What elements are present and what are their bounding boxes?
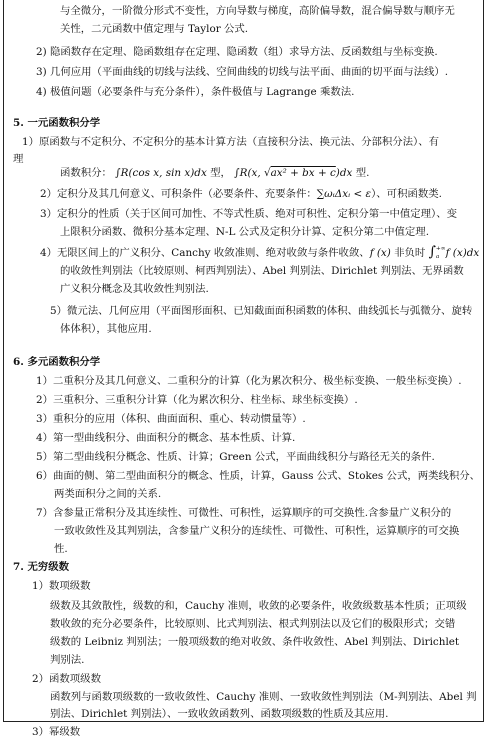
text-line: 6）曲面的侧、第二型曲面积分的概念、性质，计算，Gauss 公式、Stokes 公式，两类线积分、 [36, 470, 481, 482]
text-line: 级数的 Leibniz 判别法；一般项级数的绝对收敛、条件收敛性、Abel 判别法、Dirichlet [50, 636, 460, 648]
text-line: 4）第一型曲线积分、曲面积分的概念、基本性质、计算. [36, 432, 296, 444]
integral-sign: ∫ [428, 244, 436, 260]
upper-limit: +∞ [435, 246, 446, 252]
subsection-heading: 1）数项级数 [32, 580, 91, 592]
formula-text: 非负时 [394, 247, 426, 259]
text-line: 1）二重积分及其几何意义、二重积分的计算（化为累次积分、极坐标变换、一般坐标变换）. [36, 375, 462, 387]
text-line: 级数及其敛散性，级数的和，Cauchy 准则，收敛的必要条件，收敛级数基本性质；正项级 [50, 600, 467, 612]
text-line: 关性，二元函数中值定理与 Taylor 公式. [60, 23, 249, 35]
formula-text: 型. [355, 167, 370, 179]
text-line: 1）原函数与不定积分、不定积分的基本计算方法（直接积分法、换元法、分部积分法）、有 [22, 136, 440, 148]
section-heading: 7. 无穷级数 [13, 561, 70, 573]
integral-formula: ∫R(x, [234, 167, 264, 179]
text-line: 数收敛的充分必要条件，比较原则、比式判别法、根式判别法以及它们的极限形式；交错 [50, 618, 456, 630]
formula-text: 型， [210, 167, 231, 179]
text-line: 4) 极值问题（必要条件与充分条件），条件极值与 Lagrange 乘数法. [36, 86, 355, 98]
text-line: 上限积分函数、微积分基本定理、N-L 公式及定积分计算、定积分第二中值定理. [60, 226, 429, 238]
subsection-heading: 2）函数项级数 [32, 673, 101, 685]
text-line: 广义积分概念及其收敛性判别法. [60, 283, 209, 295]
text-line: 两类面积分之间的关系. [54, 488, 162, 500]
integral-formula: )dx [335, 167, 353, 179]
text-line: 函数列与函数项级数的一致收敛性、Cauchy 准则、一致收敛性判别法（M-判别法、Abel 判 [50, 691, 477, 703]
sqrt-symbol: √ [263, 167, 271, 179]
text-line: 3) 几何应用（平面曲线的切线与法线、空间曲线的切线与法平面、曲面的切平面与法线）. [36, 66, 449, 78]
text-line: 与全微分，一阶微分形式不变性，方向导数与梯度，高阶偏导数，混合偏导数与顺序无 [60, 5, 455, 17]
formula-label: 4）无限区间上的广义积分、Canchy 收敛准则、绝对收敛与条件收敛、 [40, 247, 370, 259]
text-line: 5）第二型曲线积分概念、性质、计算；Green 公式，平面曲线积分与路径无关的条件. [36, 451, 435, 463]
text-line: 7）含参量正常积分及其连续性、可微性、可积性，运算顺序的可交换性.含参量广义积分的 [36, 507, 452, 519]
text-line: 体体积），其他应用. [60, 323, 152, 335]
integral-formula: ∫R(cos x, sin x)dx [115, 167, 207, 179]
text-line: 2) 隐函数存在定理、隐函数组存在定理、隐函数（组）求导方法、反函数组与坐标变换. [36, 46, 438, 58]
text-line: 3）重积分的应用（体积、曲面面积、重心、转动惯量等）. [36, 413, 306, 425]
text-line: 2）三重积分、三重积分计算（化为累次积分、柱坐标、球坐标变换）. [36, 394, 358, 406]
sqrt-radicand: ax² + bx + c [270, 167, 336, 179]
formula-label: 2）定积分及其几何意义、可积条件（必要条件、充要条件： [40, 188, 317, 200]
formula-line [40, 244, 479, 262]
subsection-heading: 3）幂级数 [32, 726, 81, 738]
integrand: f (x)dx [445, 247, 480, 259]
text-line: 性. [54, 543, 68, 555]
text-line: 别法、Dirichlet 判别法）、一致收敛函数列、函数项级数的性质及其应用. [50, 708, 389, 720]
text-line: 理 [13, 153, 24, 165]
text-line: 的收敛性判别法（比较原则、柯西判别法）、Abel 判别法、Dirichlet 判别法、无界函数 [60, 265, 464, 277]
lower-limit: a [435, 254, 440, 260]
text-line: 3）定积分的性质（关于区间可加性、不等式性质、绝对可积性、定积分第一中值定理）、变 [40, 208, 458, 220]
text-line: 判别法. [50, 654, 85, 666]
formula-line [40, 186, 442, 203]
formula-text: ）、可积函数类. [371, 188, 442, 200]
text-line: 5）微元法、几何应用（平面图形面积、已知截面面积函数的体积、曲线弧长与弧微分、旋转 [50, 305, 473, 317]
section-heading: 6. 多元函数积分学 [13, 356, 101, 368]
function-symbol: f (x) [369, 247, 391, 259]
sum-formula: ∑ωᵢΔxᵢ < ε [316, 188, 372, 200]
formula-line [60, 165, 369, 182]
formula-label: 函数积分： [60, 167, 112, 179]
section-heading: 5. 一元函数积分学 [13, 117, 101, 129]
text-line: 一致收敛性及其判别法，含参量广义积分的连续性、可微性、可积性，运算顺序的可交换 [54, 525, 460, 537]
